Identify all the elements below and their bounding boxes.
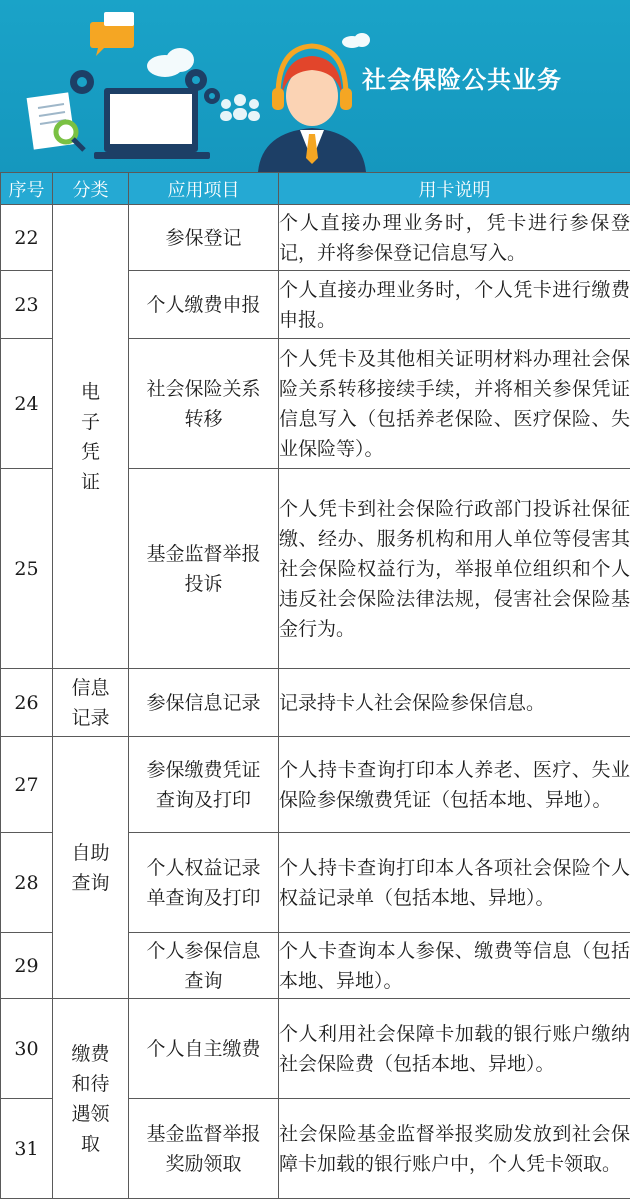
category-info: 信息记录 xyxy=(71,676,110,729)
table-header-row xyxy=(1,173,630,205)
row-number: 30 xyxy=(1,999,53,1099)
item-label: 参保信息记录 xyxy=(146,691,261,714)
description-cell: 社会保险基金监督举报奖励发放到社会保障卡加载的银行账户中，个人凭卡领取。 xyxy=(279,1099,630,1199)
item-label: 参保登记 xyxy=(165,226,242,249)
item-label: 基金监督举报奖励领取 xyxy=(146,1122,261,1175)
row-number: 24 xyxy=(1,339,53,469)
description-cell: 个人卡查询本人参保、缴费等信息（包括本地、异地）。 xyxy=(279,933,630,999)
banner xyxy=(0,0,630,172)
item-label: 参保缴费凭证查询及打印 xyxy=(146,758,261,811)
table-row xyxy=(1,999,630,1099)
description-cell: 个人利用社会保障卡加载的银行账户缴纳社会保险费（包括本地、异地）。 xyxy=(279,999,630,1099)
customer-service-agent-icon xyxy=(258,46,366,172)
row-number: 25 xyxy=(1,469,53,669)
people-icon xyxy=(220,94,260,121)
item-label: 个人自主缴费 xyxy=(146,1037,261,1060)
chat-bubble-icon xyxy=(90,12,134,56)
category-selfservice: 自助查询 xyxy=(71,841,110,894)
description-cell: 记录持卡人社会保险参保信息。 xyxy=(279,669,630,737)
category-cell xyxy=(53,737,129,999)
header-description: 用卡说明 xyxy=(279,173,630,205)
row-number: 28 xyxy=(1,833,53,933)
category-payment: 缴费和待遇领取 xyxy=(71,1042,110,1155)
category-cell xyxy=(53,669,129,737)
description-cell: 个人持卡查询打印本人各项社会保险个人权益记录单（包括本地、异地）。 xyxy=(279,833,630,933)
item-cell xyxy=(129,669,279,737)
row-number: 26 xyxy=(1,669,53,737)
item-cell xyxy=(129,999,279,1099)
item-cell xyxy=(129,339,279,469)
item-label: 社会保险关系转移 xyxy=(146,377,261,430)
category-cell xyxy=(53,999,129,1199)
item-cell xyxy=(129,833,279,933)
description-cell: 个人直接办理业务时，个人凭卡进行缴费申报。 xyxy=(279,271,630,339)
item-label: 个人缴费申报 xyxy=(146,293,261,316)
description-cell: 个人凭卡到社会保险行政部门投诉社保征缴、经办、服务机构和用人单位等侵害其社会保险权益行为，举报单位组织和个人违反社会保险法律法规，侵害社会保险基金行为。 xyxy=(279,469,630,669)
header-no: 序号 xyxy=(1,173,53,205)
service-table xyxy=(0,172,630,1199)
table-row xyxy=(1,205,630,271)
item-label: 基金监督举报投诉 xyxy=(146,542,261,595)
banner-title: 社会保险公共业务 xyxy=(362,66,562,94)
category-cell xyxy=(53,205,129,669)
row-number: 29 xyxy=(1,933,53,999)
monitor-icon xyxy=(94,88,210,159)
item-label: 个人权益记录单查询及打印 xyxy=(146,856,261,909)
row-number: 31 xyxy=(1,1099,53,1199)
description-cell: 个人直接办理业务时，凭卡进行参保登记，并将参保登记信息写入。 xyxy=(279,205,630,271)
category-electronic: 电子凭证 xyxy=(80,380,100,493)
description-cell: 个人持卡查询打印本人养老、医疗、失业保险参保缴费凭证（包括本地、异地）。 xyxy=(279,737,630,833)
item-cell xyxy=(129,469,279,669)
item-cell xyxy=(129,737,279,833)
header-item: 应用项目 xyxy=(129,173,279,205)
item-cell xyxy=(129,933,279,999)
table-row xyxy=(1,737,630,833)
table-row xyxy=(1,669,630,737)
item-cell xyxy=(129,271,279,339)
item-cell xyxy=(129,1099,279,1199)
item-label: 个人参保信息查询 xyxy=(146,939,261,992)
item-cell xyxy=(129,205,279,271)
row-number: 22 xyxy=(1,205,53,271)
description-cell: 个人凭卡及其他相关证明材料办理社会保险关系转移接续手续，并将相关参保凭证信息写入（包括养老保险、医疗保险、失业保险等）。 xyxy=(279,339,630,469)
row-number: 27 xyxy=(1,737,53,833)
row-number: 23 xyxy=(1,271,53,339)
header-category: 分类 xyxy=(53,173,129,205)
